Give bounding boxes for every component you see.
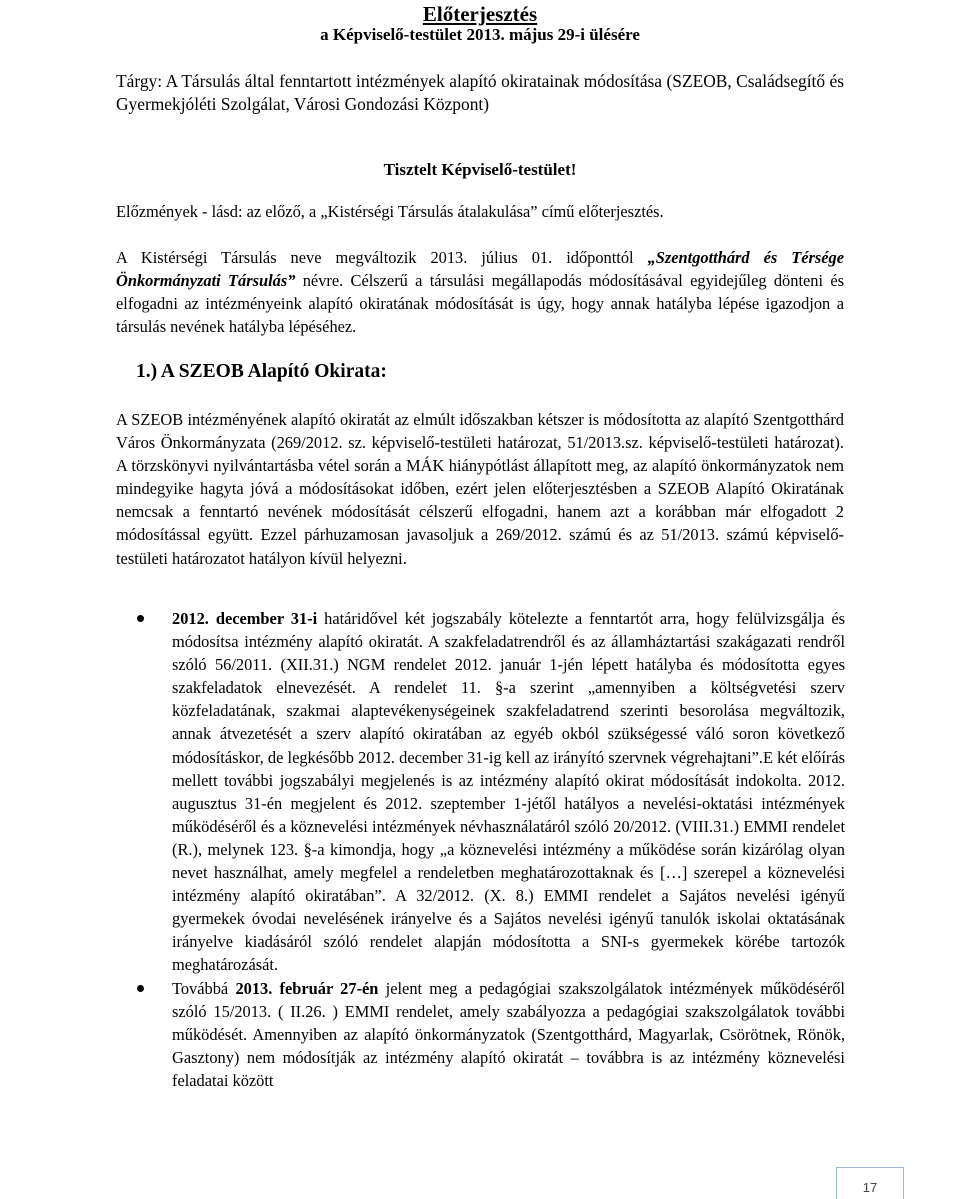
page-number: 17: [862, 1180, 878, 1195]
page-number-box: [836, 1167, 904, 1199]
association-new-name: „Szentgotthárd és Térsége Önkormányzati Társulás”: [116, 248, 844, 291]
bullet-bold-lead: 2012. december 31-i: [172, 609, 318, 628]
bullet-lead: Továbbá: [172, 978, 229, 998]
paragraph-association-name: [116, 246, 844, 338]
subject-label: Tárgy:: [116, 71, 163, 91]
bullet-icon: [137, 615, 144, 622]
document-title: Előterjesztés: [422, 2, 538, 26]
bullet-text: határidővel két jogszabály kötelezte a fenntartót arra, hogy felülvizsgálja és módosítsa intézmény alapító okiratát. A szakfeladatrendről és az államháztartási szakágazati rendről szóló 56/2011. (XII.31.) NGM rendelet 2012. január 1-jén lépett hatályba és módosította egyes szakfeladatok elnevezését. A rendelet 11. §-a szerint „amennyiben a költségvetési szerv közfeladatának, szakmai alaptevékenységeinek szakfeladatrend szerinti besorolása megváltozik, annak átvezetését a szerv alapító okiratában az egyéb okból szükségessé váló soron következő módosításkor, de legkésőbb 2012. december 31-ig kell az irányító szervnek végrehajtani”.E két előírás mellett további jogszabályi megjelenés is az intézmény alapító okirat módosítását indokolta. 2012. augusztus 31-én megjelent és 2012. szeptember 1-jétől hatályos a nevelési-oktatási intézmények működéséről és a köznevelési intézmények névhasználatáról szóló 20/2012. (VIII.31.) EMMI rendelet (R.), melynek 123. §-a kimondja, hogy „a köznevelési intézmény a működése során kizárólag olyan nevet használhat, amely megfelel a rendeletben meghatározottaknak és […] szerepel a köznevelési intézmény alapító okiratában”. A 32/2012. (X. 8.) EMMI rendelet a Sajátos nevelési igényű gyermekek óvodai nevelésének irányelve és a Sajátos nevelési igényű tanulók iskolai oktatásának irányelve kiadásáról szóló rendelet alapján módosította a SNI-s gyermekek körébe tartozók meghatározását.: [172, 609, 845, 975]
bullet-icon: [137, 985, 144, 992]
paragraph-association-text-a: A Kistérségi Társulás neve megváltozik 2013. július 01. időponttól: [116, 248, 634, 267]
subject-paragraph: [116, 70, 844, 116]
document-subtitle: a Képviselő-testület 2013. május 29-i ülésére: [320, 25, 640, 44]
bullet-bold-lead: 2013. február 27-én: [235, 978, 379, 998]
section-heading-szeob: 1.) A SZEOB Alapító Okirata:: [136, 361, 387, 382]
paragraph-szeob: A SZEOB intézményének alapító okiratát az elmúlt időszakban kétszer is módosította az alapító Szentgotthárd Város Önkormányzata (269/2012. sz. képviselő-testületi határozat, 51/2013.sz. képviselő-testületi határozat). A törzskönyvi nyilvántartásba vétel során a MÁK hiánypótlást állapított meg, az alapító önkormányzatok nem mindegyike hagyta jóvá a módosításokat időben, ezért jelen előterjesztésben a SZEOB Alapító Okiratának nemcsak a fenntartó nevének módosítását célszerű elfogadni, hanem azt a korábban már elfogadott 2 módosítással együtt. Ezzel párhuzamosan javasoljuk a 269/2012. számú és az 51/2013. számú képviselő-testületi határozatot hatályon kívül helyezni.: [116, 410, 844, 568]
bullet-list: [137, 607, 845, 1092]
paragraph-precedents: Előzmények - lásd: az előző, a „Kistérségi Társulás átalakulása” című előterjesztés.: [116, 202, 664, 221]
bullet-text: jelent meg a pedagógiai szakszolgálatok intézmények működéséről szóló 15/2013. ( II.26. ) EMMI rendelet, amely szabályozza a pedagógiai szakszolgálatok további működését. Amennyiben az alapító önkormányzatok (Szentgotthárd, Magyarlak, Csörötnek, Rönök, Gasztony) nem módosítják az intézmény alapító okiratát – továbbra is az intézmény köznevelési feladatai között: [172, 978, 845, 1090]
list-item: [137, 607, 845, 977]
subject-text: A Társulás által fenntartott intézmények alapító okiratainak módosítása (SZEOB, Családsegítő és Gyermekjóléti Szolgálat, Városi Gondozási Központ): [116, 71, 844, 114]
paragraph-association-text-b: névre. Célszerű a társulási megállapodás módosításával egyidejűleg dönteni és elfogadni az intézményeink alapító okiratának módosítását is úgy, hogy annak hatályba lépése igazodjon a társulás nevének hatályba lépéséhez.: [116, 271, 844, 337]
list-item: [137, 977, 845, 1092]
greeting: Tisztelt Képviselő-testület!: [383, 160, 577, 179]
